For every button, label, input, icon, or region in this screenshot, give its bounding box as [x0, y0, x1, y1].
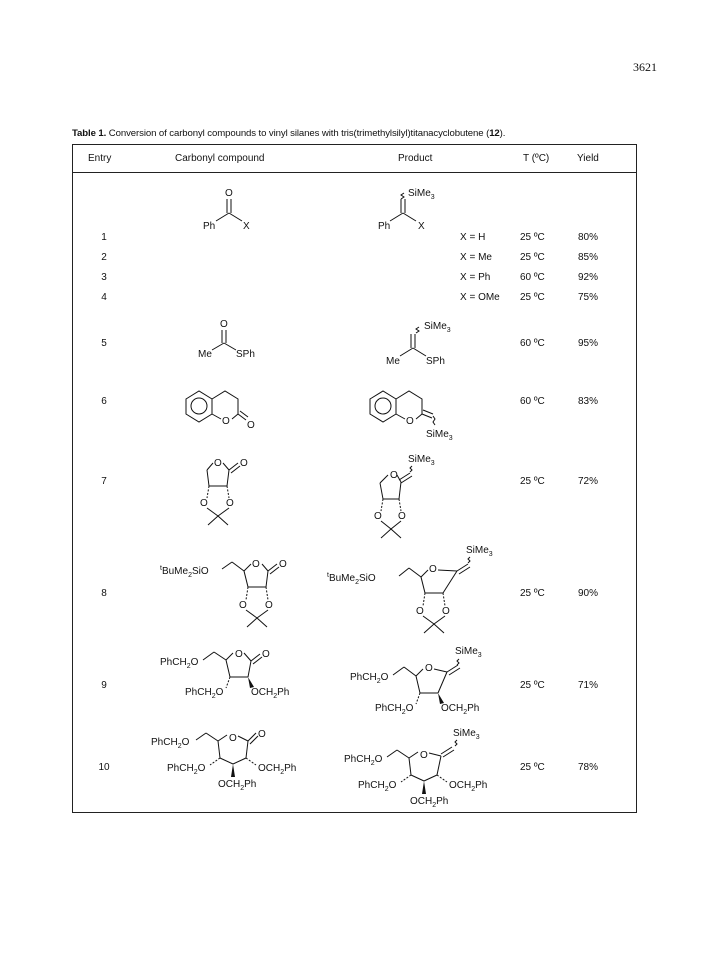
atom-label: PhCH$_2$O [185, 687, 224, 700]
yield: 78% [578, 762, 599, 773]
atom-label: O [247, 420, 255, 431]
structure-vinylsilane [378, 188, 435, 232]
atom-label: Ph [378, 221, 391, 232]
atom-label: O [258, 729, 266, 740]
structure-thioester [198, 319, 255, 360]
atom-label: $^t$BuMe$_2$SiO [160, 565, 209, 579]
atom-label: O [442, 606, 450, 617]
header-temperature: T (ºC) [523, 153, 550, 164]
atom-label: O [374, 511, 382, 522]
temperature: 60 ºC [520, 396, 545, 407]
atom-label: Me [198, 349, 212, 360]
atom-label: SiMe$_3$ [408, 454, 435, 467]
structure-acetonide-vinylsilane [374, 454, 435, 538]
yield: 95% [578, 338, 599, 349]
caption-compound-ref: 12 [489, 128, 500, 139]
atom-label: O [416, 606, 424, 617]
atom-label: SiMe$_3$ [455, 646, 482, 659]
temperature: 60 ºC [520, 338, 545, 349]
atom-label: $OCH_2Ph$ [251, 687, 290, 700]
atom-label: $OCH_2Ph$ [441, 703, 480, 716]
temperature: 25 ºC [520, 680, 545, 691]
atom-label: Ph [203, 221, 216, 232]
entry-number: 3 [101, 272, 107, 283]
temperature: 25 ºC [520, 252, 545, 263]
yield: 83% [578, 396, 599, 407]
entry-number: 6 [101, 396, 107, 407]
atom-label: O [265, 600, 273, 611]
atom-label: SiMe$_3$ [408, 188, 435, 201]
yield: 92% [578, 272, 599, 283]
entry-number: 5 [101, 338, 107, 349]
atom-label: O [429, 564, 437, 575]
yield: 90% [578, 588, 599, 599]
atom-label: O [398, 511, 406, 522]
yield: 72% [578, 476, 599, 487]
page-number: 3621 [633, 60, 657, 74]
atom-label: $OCH_2Ph$ [218, 779, 257, 792]
structure-aryl-carbonyl [203, 188, 250, 232]
atom-label: $OCH_2Ph$ [258, 763, 297, 776]
caption-suffix: ). [499, 128, 506, 139]
structure-vinylsilane-thio [386, 321, 451, 367]
temperature: 25 ºC [520, 476, 545, 487]
header-product: Product [398, 153, 433, 164]
atom-label: $OCH_2Ph$ [449, 780, 488, 793]
structure-silyl-acetonide-lactone [160, 559, 287, 627]
atom-label: SiMe$_3$ [424, 321, 451, 334]
entry-number: 9 [101, 680, 107, 691]
structure-acetonide-lactone [200, 458, 248, 525]
temperature: 60 ºC [520, 272, 545, 283]
atom-label: O [229, 733, 237, 744]
x-substituent: X = Me [460, 252, 492, 263]
atom-label: $^t$BuMe$_2$SiO [327, 572, 376, 586]
atom-label: O [252, 559, 260, 570]
atom-label: X [418, 221, 425, 232]
atom-label: PhCH$_2$O [160, 657, 199, 670]
x-substituent: X = Ph [460, 272, 491, 283]
atom-label: O [262, 649, 270, 660]
entry-number: 10 [98, 762, 110, 773]
entry-number: 1 [101, 232, 107, 243]
header-yield: Yield [577, 153, 599, 164]
atom-label: PhCH$_2$O [358, 780, 397, 793]
atom-label: SiMe$_3$ [453, 728, 480, 741]
entry-number: 8 [101, 588, 107, 599]
atom-label: O [279, 559, 287, 570]
atom-label: O [425, 663, 433, 674]
header-carbonyl-compound: Carbonyl compound [175, 153, 265, 164]
atom-label: X [243, 221, 250, 232]
yield: 85% [578, 252, 599, 263]
atom-label: O [406, 416, 414, 427]
structure-benzyl-furan-vinylsilane [350, 646, 482, 716]
atom-label: PhCH$_2$O [151, 737, 190, 750]
atom-label: O [226, 498, 234, 509]
temperature: 25 ºC [520, 232, 545, 243]
structure-chromene-silane [370, 391, 453, 442]
atom-label: O [239, 600, 247, 611]
atom-label: PhCH$_2$O [375, 703, 414, 716]
atom-label: O [240, 458, 248, 469]
atom-label: O [220, 319, 228, 330]
structure-dihydrocoumarin [186, 391, 255, 431]
atom-label: Me [386, 356, 400, 367]
structure-benzyl-furanone [160, 649, 289, 700]
atom-label: O [200, 498, 208, 509]
atom-label: O [222, 416, 230, 427]
yield: 75% [578, 292, 599, 303]
entry-number: 2 [101, 252, 107, 263]
yield: 80% [578, 232, 599, 243]
temperature: 25 ºC [520, 292, 545, 303]
atom-label: SPh [236, 349, 255, 360]
x-substituent: X = H [460, 232, 486, 243]
entry-number: 7 [101, 476, 107, 487]
atom-label: $OCH_2Ph$ [410, 796, 449, 809]
structure-silyl-acetonide-vinylsilane [327, 545, 493, 633]
header-entry: Entry [88, 153, 112, 164]
caption-label: Table 1. [72, 128, 107, 139]
atom-label: O [225, 188, 233, 199]
atom-label: O [390, 470, 398, 481]
temperature: 25 ºC [520, 588, 545, 599]
atom-label: PhCH$_2$O [344, 754, 383, 767]
atom-label: O [235, 649, 243, 660]
caption-text: Conversion of carbonyl compounds to vinyl silanes with tris(trimethylsilyl)titanacyclobutene ( [108, 128, 490, 139]
atom-label: SiMe$_3$ [466, 545, 493, 558]
atom-label: PhCH$_2$O [350, 672, 389, 685]
atom-label: PhCH$_2$O [167, 763, 206, 776]
atom-label: O [214, 458, 222, 469]
structure-benzyl-pyranone [151, 729, 296, 792]
entry-number: 4 [101, 292, 107, 303]
atom-label: SiMe$_3$ [426, 429, 453, 442]
structure-benzyl-pyran-vinylsilane [344, 728, 487, 809]
yield: 71% [578, 680, 599, 691]
atom-label: SPh [426, 356, 445, 367]
x-substituent: X = OMe [460, 292, 500, 303]
temperature: 25 ºC [520, 762, 545, 773]
atom-label: O [420, 750, 428, 761]
